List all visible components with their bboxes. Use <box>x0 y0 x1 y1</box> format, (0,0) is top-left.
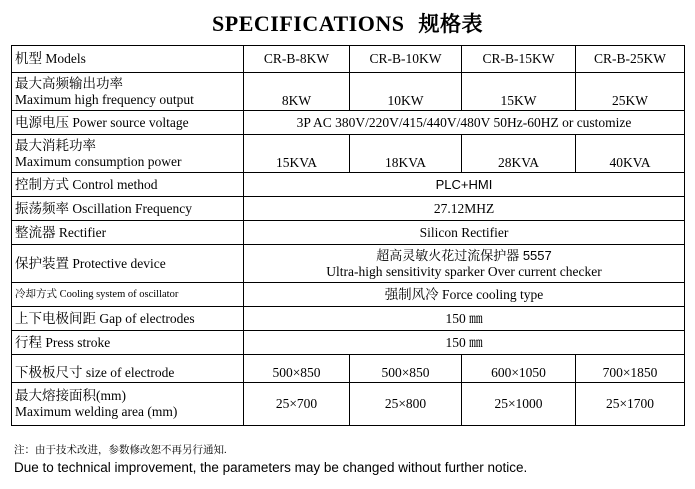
rectifier-value: Silicon Rectifier <box>244 221 685 245</box>
label-cooling: 冷却方式 Cooling system of oscillator <box>12 283 244 307</box>
welding-cell: 25×1700 <box>576 383 685 426</box>
label-consumption <box>12 135 244 173</box>
welding-cell: 25×800 <box>350 383 462 426</box>
label-electrode: 下极板尺寸 size of electrode <box>12 355 244 383</box>
output-cell: 15KW <box>462 73 576 111</box>
label-welding-cn: 最大熔接面积(mm) <box>15 388 126 403</box>
row-cooling <box>12 283 685 307</box>
row-protective <box>12 245 685 283</box>
consumption-cell: 18KVA <box>350 135 462 173</box>
title-en: SPECIFICATIONS <box>212 11 405 36</box>
consumption-cell: 15KVA <box>244 135 350 173</box>
control-value: PLC+HMI <box>244 173 685 197</box>
footnote-cn: 注：由于技术改进，参数修改恕不再另行通知. <box>14 445 227 456</box>
label-power-source: 电源电压 Power source voltage <box>12 111 244 135</box>
label-protective: 保护装置 Protective device <box>12 245 244 283</box>
welding-cell: 25×1000 <box>462 383 576 426</box>
label-welding-en: Maximum welding area (mm) <box>15 404 178 419</box>
label-control: 控制方式 Control method <box>12 173 244 197</box>
model-cell: CR-B-25KW <box>576 46 685 73</box>
protective-value-cn: 超高灵敏火花过流保护器 5557 <box>376 247 552 263</box>
label-rectifier: 整流器 Rectifier <box>12 221 244 245</box>
row-electrode <box>12 355 685 383</box>
page-title <box>0 8 695 38</box>
consumption-cell: 28KVA <box>462 135 576 173</box>
welding-cell: 25×700 <box>244 383 350 426</box>
model-cell: CR-B-15KW <box>462 46 576 73</box>
output-cell: 10KW <box>350 73 462 111</box>
electrode-cell: 700×1850 <box>576 355 685 383</box>
spec-table <box>11 45 685 426</box>
electrode-cell: 500×850 <box>350 355 462 383</box>
label-models: 机型 Models <box>12 46 244 73</box>
label-oscillation: 振荡频率 Oscillation Frequency <box>12 197 244 221</box>
output-cell: 8KW <box>244 73 350 111</box>
protective-value <box>244 245 685 283</box>
power-source-value: 3P AC 380V/220V/415/440V/480V 50Hz-60HZ or customize <box>244 111 685 135</box>
label-consumption-cn: 最大消耗功率 <box>15 137 96 153</box>
model-cell: CR-B-10KW <box>350 46 462 73</box>
row-rectifier <box>12 221 685 245</box>
row-models <box>12 46 685 73</box>
electrode-cell: 600×1050 <box>462 355 576 383</box>
consumption-cell: 40KVA <box>576 135 685 173</box>
row-consumption <box>12 135 685 173</box>
gap-value: 150 ㎜ <box>244 307 685 331</box>
electrode-cell: 500×850 <box>244 355 350 383</box>
protective-value-en: Ultra-high sensitivity sparker Over current checker <box>326 263 602 279</box>
label-output-cn: 最大高频输出功率 <box>15 75 123 91</box>
row-output <box>12 73 685 111</box>
oscillation-value: 27.12MHZ <box>244 197 685 221</box>
row-welding <box>12 383 685 426</box>
row-power-source <box>12 111 685 135</box>
output-cell: 25KW <box>576 73 685 111</box>
label-output <box>12 73 244 111</box>
row-gap <box>12 307 685 331</box>
row-stroke <box>12 331 685 355</box>
title-cn: 规格表 <box>418 12 483 36</box>
stroke-value: 150 ㎜ <box>244 331 685 355</box>
label-stroke: 行程 Press stroke <box>12 331 244 355</box>
row-control <box>12 173 685 197</box>
label-consumption-en: Maximum consumption power <box>15 153 182 169</box>
row-oscillation <box>12 197 685 221</box>
label-welding <box>12 383 244 426</box>
label-output-en: Maximum high frequency output <box>15 91 194 107</box>
label-gap: 上下电极间距 Gap of electrodes <box>12 307 244 331</box>
cooling-value: 强制风冷 Force cooling type <box>244 283 685 307</box>
footnote-en: Due to technical improvement, the parameters may be changed without further notice. <box>14 460 528 475</box>
model-cell: CR-B-8KW <box>244 46 350 73</box>
